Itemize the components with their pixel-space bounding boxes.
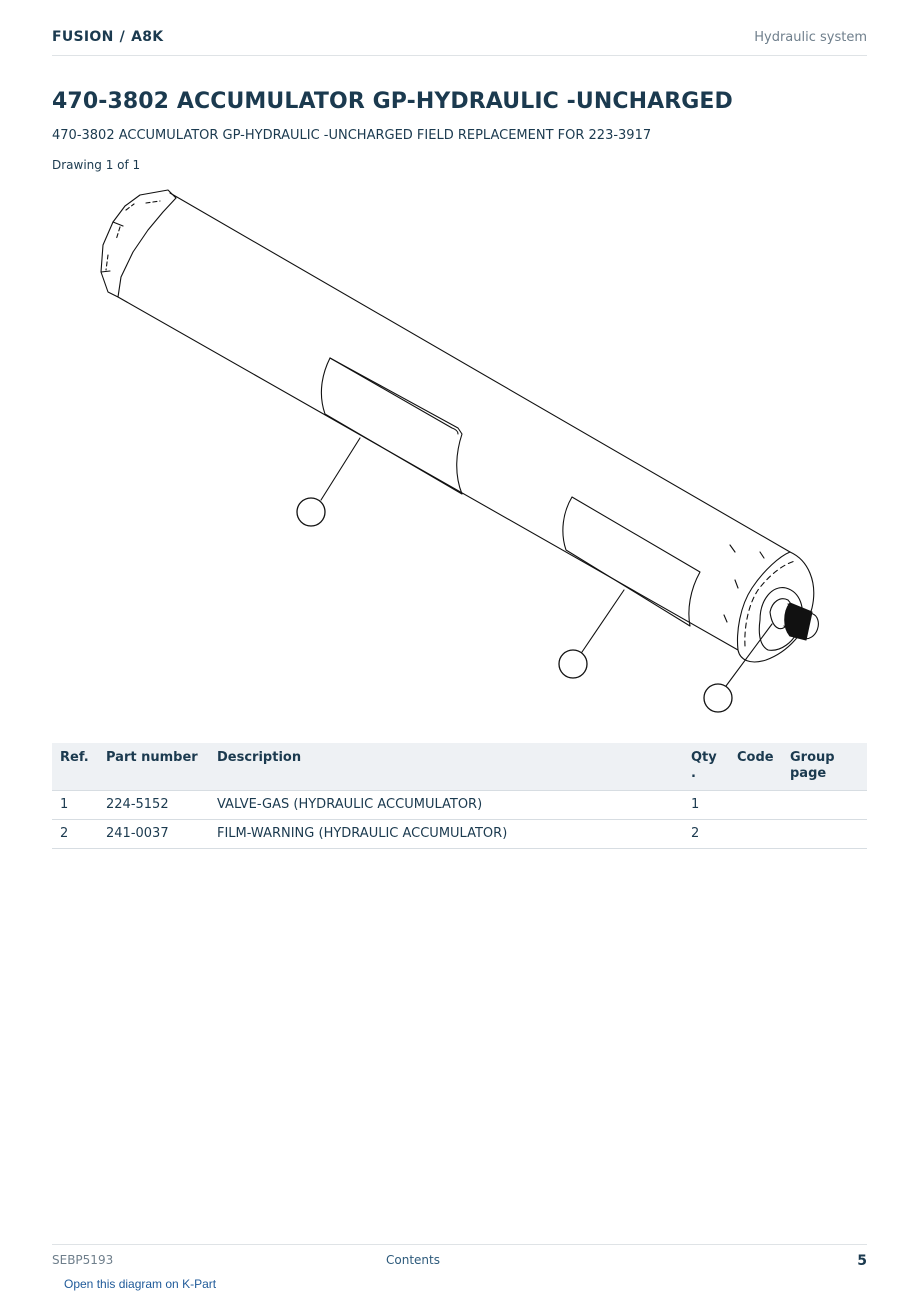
col-header-code: Code bbox=[729, 743, 782, 791]
table-row bbox=[52, 820, 867, 849]
hydraulic-accumulator-drawing bbox=[90, 185, 830, 720]
accumulator-diagram bbox=[90, 185, 830, 720]
cell-code bbox=[729, 820, 782, 849]
section-name: Hydraulic system bbox=[754, 30, 867, 45]
open-in-kpart-link[interactable]: Open this diagram on K-Part bbox=[64, 1277, 217, 1291]
table-row bbox=[52, 791, 867, 820]
contents-link[interactable]: Contents bbox=[386, 1253, 440, 1267]
model-name: A8K bbox=[131, 29, 164, 45]
page-header bbox=[52, 28, 867, 56]
cell-part-number: 241-0037 bbox=[98, 820, 209, 849]
footer-divider bbox=[52, 1244, 867, 1245]
page-title: 470-3802 ACCUMULATOR GP-HYDRAULIC -UNCHARGED bbox=[52, 89, 733, 114]
callout-circle bbox=[297, 498, 325, 526]
col-header-description: Description bbox=[209, 743, 683, 791]
col-header-part-number: Part number bbox=[98, 743, 209, 791]
cell-description: VALVE-GAS (HYDRAULIC ACCUMULATOR) bbox=[209, 791, 683, 820]
breadcrumb bbox=[52, 29, 163, 45]
breadcrumb-separator: / bbox=[119, 29, 126, 45]
drawing-count: Drawing 1 of 1 bbox=[52, 158, 141, 172]
document-number: SEBP5193 bbox=[52, 1253, 114, 1267]
cell-qty: 1 bbox=[683, 791, 729, 820]
col-header-qty: Qty . bbox=[683, 743, 729, 791]
cell-code bbox=[729, 791, 782, 820]
cell-ref: 1 bbox=[52, 791, 98, 820]
callout-circle bbox=[559, 650, 587, 678]
callout-circle bbox=[704, 684, 732, 712]
cell-qty: 2 bbox=[683, 820, 729, 849]
table-header-row bbox=[52, 743, 867, 791]
cell-ref: 2 bbox=[52, 820, 98, 849]
cell-part-number: 224-5152 bbox=[98, 791, 209, 820]
cell-group-page bbox=[782, 791, 867, 820]
col-header-ref: Ref. bbox=[52, 743, 98, 791]
brand-name: FUSION bbox=[52, 29, 114, 45]
parts-table bbox=[52, 743, 867, 849]
page-subtitle: 470-3802 ACCUMULATOR GP-HYDRAULIC -UNCHARGED FIELD REPLACEMENT FOR 223-3917 bbox=[52, 128, 652, 143]
page-number: 5 bbox=[857, 1253, 867, 1269]
col-header-group-page: Group page bbox=[782, 743, 867, 791]
cell-description: FILM-WARNING (HYDRAULIC ACCUMULATOR) bbox=[209, 820, 683, 849]
cell-group-page bbox=[782, 820, 867, 849]
